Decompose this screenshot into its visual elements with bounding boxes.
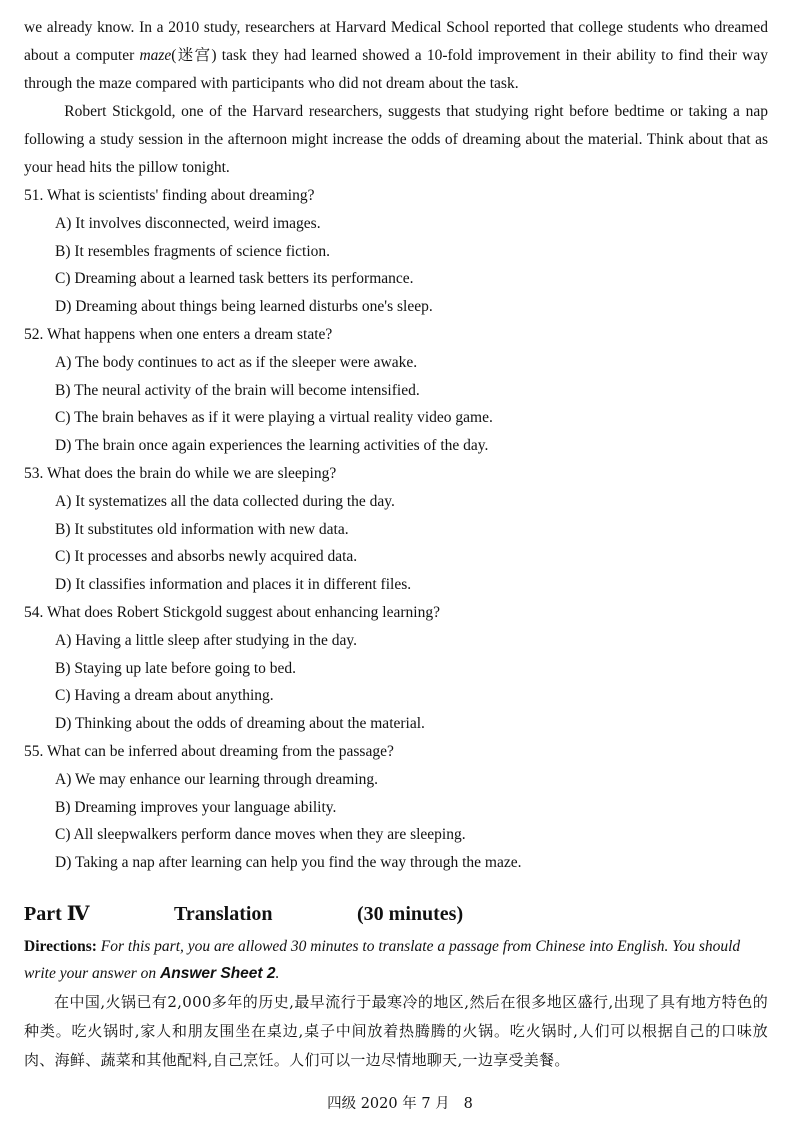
directions	[24, 933, 768, 988]
option-c: C) It processes and absorbs newly acquired data.	[55, 548, 358, 566]
question-53	[24, 460, 768, 599]
question-55	[24, 738, 768, 877]
option-c: C) All sleepwalkers perform dance moves when they are sleeping.	[55, 826, 466, 844]
directions-lead: Directions:	[24, 937, 97, 955]
exam-page	[24, 14, 768, 1075]
exam-label: 四级 2020 年 7 月	[327, 1096, 450, 1112]
option-c: C) Dreaming about a learned task betters its performance.	[55, 270, 414, 288]
passage-text: (迷宫) task they had learned showed a 10-fold improvement in their ability to find their way through the maze compared with participants who did not dream about the task.	[24, 47, 768, 92]
question-stem: 55. What can be inferred about dreaming from the passage?	[24, 742, 394, 760]
question-54	[24, 599, 768, 738]
option-b: B) It substitutes old information with new data.	[55, 520, 349, 538]
option-d: D) Thinking about the odds of dreaming about the material.	[55, 715, 425, 733]
question-52	[24, 321, 768, 460]
part-title: Translation	[174, 902, 273, 925]
part-label: Part Ⅳ	[24, 902, 90, 925]
page-number: 8	[463, 1096, 473, 1112]
question-stem: 54. What does Robert Stickgold suggest about enhancing learning?	[24, 603, 440, 621]
option-d: D) Dreaming about things being learned disturbs one's sleep.	[55, 298, 433, 316]
option-a: A) We may enhance our learning through dreaming.	[55, 770, 378, 788]
option-b: B) It resembles fragments of science fiction.	[55, 242, 331, 260]
option-b: B) Staying up late before going to bed.	[55, 659, 297, 677]
passage-paragraph-1	[24, 14, 768, 98]
option-a: A) The body continues to act as if the sleeper were awake.	[55, 353, 418, 371]
option-d: D) Taking a nap after learning can help you find the way through the maze.	[55, 854, 522, 872]
option-d: D) It classifies information and places it in different files.	[55, 576, 412, 594]
option-d: D) The brain once again experiences the learning activities of the day.	[55, 437, 489, 455]
passage-text: we already know. In a 2010 study, researchers at Harvard Medical School reported that college students who dreamed about a computer	[24, 19, 768, 64]
question-stem: 53. What does the brain do while we are sleeping?	[24, 464, 337, 482]
answer-sheet-label: Answer Sheet 2	[160, 965, 276, 983]
question-51	[24, 182, 768, 321]
directions-body: For this part, you are allowed 30 minutes to translate a passage from Chinese into English. You should write your answer on	[24, 937, 741, 983]
option-c: C) Having a dream about anything.	[55, 687, 274, 705]
option-a: A) It involves disconnected, weird images.	[55, 214, 321, 232]
option-b: B) The neural activity of the brain will become intensified.	[55, 381, 420, 399]
option-a: A) Having a little sleep after studying in the day.	[55, 631, 358, 649]
option-a: A) It systematizes all the data collected during the day.	[55, 492, 395, 510]
directions-end: .	[275, 965, 280, 983]
part-heading	[24, 901, 768, 929]
page-footer	[0, 1092, 800, 1113]
passage-paragraph-2: Robert Stickgold, one of the Harvard researchers, suggests that studying right before bedtime or taking a nap following a study session in the afternoon might increase the odds of dreaming about the material. Think about that as your head hits the pillow tonight.	[24, 103, 768, 176]
option-c: C) The brain behaves as if it were playing a virtual reality video game.	[55, 409, 493, 427]
option-b: B) Dreaming improves your language ability.	[55, 798, 337, 816]
question-list	[24, 182, 768, 877]
question-stem: 51. What is scientists' finding about dreaming?	[24, 187, 315, 204]
question-stem: 52. What happens when one enters a dream state?	[24, 325, 333, 343]
maze-word: maze	[139, 47, 172, 64]
chinese-passage: 在中国,火锅已有2,000多年的历史,最早流行于最寒冷的地区,然后在很多地区盛行,出现了具有地方特色的种类。吃火锅时,家人和朋友围坐在桌边,桌子中间放着热腾腾的火锅。吃火锅时,人们可以根据自己的口味放肉、海鲜、蔬菜和其他配料,自己烹饪。人们可以一边尽情地聊天,一边享受美餐。	[24, 992, 768, 1069]
part-time: (30 minutes)	[357, 902, 464, 925]
